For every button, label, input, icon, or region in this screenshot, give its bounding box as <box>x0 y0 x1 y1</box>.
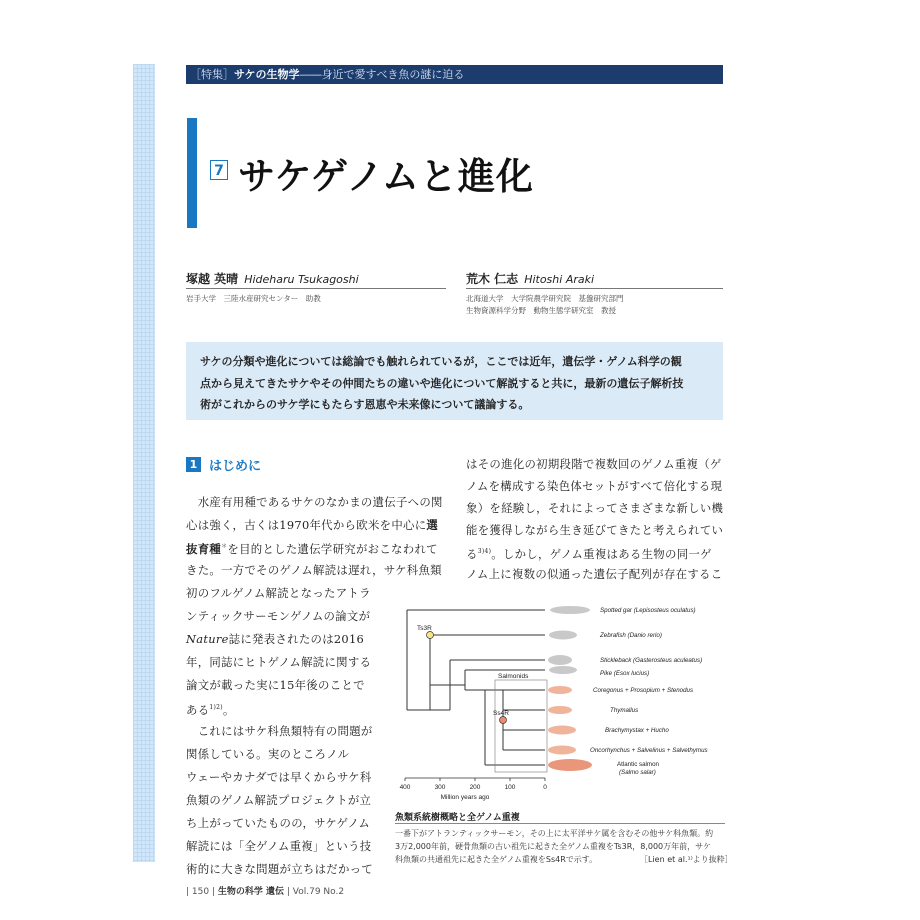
taxon-label: Thymallus <box>610 707 639 714</box>
body-line: 論文が載った実に15年後のことで <box>186 678 365 692</box>
body-line: 関係している。実のところノル <box>186 747 350 761</box>
ss4r-label: Ss4R <box>493 710 509 717</box>
author-1-name-en: Hideharu Tsukagoshi <box>244 273 359 286</box>
phylogenetic-tree-figure <box>395 590 725 805</box>
body-line: 初のフルゲノム解読となったアトラ <box>186 586 371 600</box>
section-heading <box>186 454 261 474</box>
author-1-rule <box>186 288 446 289</box>
taxon-label: Coregonus + Prosopium + Stenodus <box>593 687 694 694</box>
thymallus-icon <box>548 706 572 714</box>
coregonus-icon <box>548 686 572 694</box>
author-2 <box>466 270 594 287</box>
figure-caption-line: 3万2,000年前，硬骨魚類の古い祖先に起きた全ゲノム重複をTs3R，8,000万年前，サケ <box>395 842 711 851</box>
figure-caption-title: 魚類系統樹概略と全ゲノム重複 <box>395 813 520 823</box>
salmonids-label: Salmonids <box>498 673 529 680</box>
bold-term: 抜育種 <box>186 541 222 556</box>
page-footer: | 150 | 生物の科学 遺伝 | Vol.79 No.2 <box>186 887 345 897</box>
body-line: 象）を経験し，それによってさまざまな新しい機 <box>466 501 724 515</box>
page-number: 150 <box>191 887 210 897</box>
taxon-label: Zebrafish (Danio rerio) <box>600 632 662 639</box>
body-line: Nature誌に発表されたのは2016 <box>186 632 365 646</box>
stickleback-icon <box>548 655 572 665</box>
body-line: 解読には「全ゲノム重複」という技 <box>186 839 372 853</box>
fish-icons <box>548 606 592 771</box>
taxon-label: Spotted gar (Lepisosteus oculatus) <box>600 607 696 614</box>
zebrafish-icon <box>549 631 577 640</box>
axis-tick-label: 300 <box>434 784 446 791</box>
section-title: はじめに <box>209 459 262 474</box>
figure-caption-source: ［Lien et al.¹⁾より抜粋］ <box>640 855 733 864</box>
gar-fish-icon <box>550 606 590 614</box>
body-line: 水産有用種であるサケのなかまの遺伝子への関 <box>186 495 443 509</box>
author-2-name-en: Hitoshi Araki <box>524 273 595 286</box>
journal-volume: Vol.79 No.2 <box>292 887 345 897</box>
feature-tag: ［特集］ <box>190 68 234 81</box>
figure-caption-line: 一番下がアトランティックサーモン，その上に太平洋サケ属を含むその他サケ科魚類。約 <box>395 829 714 838</box>
body-line: きた。一方でそのゲノム解読は遅れ，サケ科魚類 <box>186 563 442 577</box>
abstract-line: サケの分類や進化については総論でも触れられているが，ここでは近年，遺伝学・ゲノム科学の観 <box>200 355 682 368</box>
abstract-line: 点から見えてきたサケやその仲間たちの違いや進化について解説すると共に，最新の遺伝子解析技 <box>200 376 684 390</box>
body-line: はその進化の初期段階で複数回のゲノム重複（ゲ <box>466 457 722 471</box>
body-line: ち上がっていたものの，サケゲノム <box>186 816 371 830</box>
author-1 <box>186 270 359 287</box>
title-accent-bar <box>187 118 197 228</box>
body-line: ウェーやカナダでは早くからサケ科 <box>186 770 372 784</box>
atlantic-salmon-icon <box>548 759 592 771</box>
author-2-rule <box>466 288 723 289</box>
section-number: 1 <box>186 457 201 472</box>
feature-subtitle: ――身近で愛すべき魚の謎に迫る <box>299 68 465 81</box>
author-2-affiliation-2: 生物資源科学分野 動物生態学研究室 教授 <box>466 306 616 315</box>
body-line: ンティックサーモンゲノムの論文が <box>186 609 371 623</box>
taxon-label: Oncorhynchus + Salvelinus + Salvethymus <box>590 747 708 754</box>
axis-tick-label: 400 <box>399 784 411 791</box>
axis-tick-label: 100 <box>504 784 516 791</box>
axis-label: Million years ago <box>440 794 490 801</box>
article-number: 7 <box>210 160 228 180</box>
author-1-affiliation: 岩手大学 三陸水産研究センター 助教 <box>186 294 321 303</box>
decorative-grid-strip <box>133 64 155 862</box>
body-line: ノムを構成する染色体セットがすべて倍化する現 <box>466 479 723 493</box>
ss4r-node <box>500 717 507 724</box>
oncorhynchus-icon <box>548 746 576 755</box>
article-title: サケゲノムと進化 <box>238 155 534 198</box>
taxon-label: Atlantic salmon <box>617 761 659 768</box>
body-line: 能を獲得しながら生き延びてきたと考えられてい <box>466 523 724 537</box>
taxon-label: Pike (Esox lucius) <box>600 670 650 677</box>
body-line: ある$^{1)2)}$。 <box>186 702 235 717</box>
body-line: る$^{3)4)}$。しかし，ゲノム重複はある生物の同一ゲ <box>466 546 712 561</box>
axis-tick-label: 200 <box>469 784 481 791</box>
bold-term: 選 <box>426 518 439 532</box>
abstract-box <box>186 342 723 420</box>
body-line: 抜育種＊を目的とした遺伝学研究がおこなわれて <box>186 541 438 556</box>
body-line: 術的に大きな問題が立ちはだかって <box>186 862 374 876</box>
hucho-icon <box>548 726 576 735</box>
feature-header <box>186 65 723 84</box>
body-line: 年，同誌にヒトゲノム解読に関する <box>186 655 372 669</box>
taxon-label: Stickleback (Gasterosteus aculeatus) <box>600 657 703 664</box>
abstract-line: 術がこれからのサケ学にもたらす恩恵や未来像について議論する。 <box>200 398 530 411</box>
axis-tick-label: 0 <box>543 784 547 791</box>
feature-title: サケの生物学 <box>234 68 300 81</box>
body-line: 魚類のゲノム解読プロジェクトが立 <box>186 793 372 807</box>
body-line: 心は強く，古くは1970年代から欧米を中心に選 <box>186 518 439 532</box>
ts3r-node <box>427 632 434 639</box>
pike-icon <box>549 666 577 674</box>
body-line: これにはサケ科魚類特有の問題が <box>186 724 373 738</box>
figure-caption-rule <box>395 823 725 824</box>
author-1-name-jp: 塚越 英晴 <box>186 272 239 286</box>
taxon-label: Brachymystax + Hucho <box>605 727 669 734</box>
author-2-affiliation-1: 北海道大学 大学院農学研究院 基盤研究部門 <box>466 294 624 303</box>
figure-caption-line: 科魚類の共通祖先に起きた全ゲノム重複をSs4Rで示す。 <box>395 855 598 864</box>
journal-name: 生物の科学 遺伝 <box>217 887 284 897</box>
author-2-name-jp: 荒木 仁志 <box>466 272 519 286</box>
taxon-label: (Salmo salar) <box>619 769 656 776</box>
ts3r-label: Ts3R <box>417 625 432 632</box>
body-line: ノム上に複数の似通った遺伝子配列が存在するこ <box>466 567 723 581</box>
